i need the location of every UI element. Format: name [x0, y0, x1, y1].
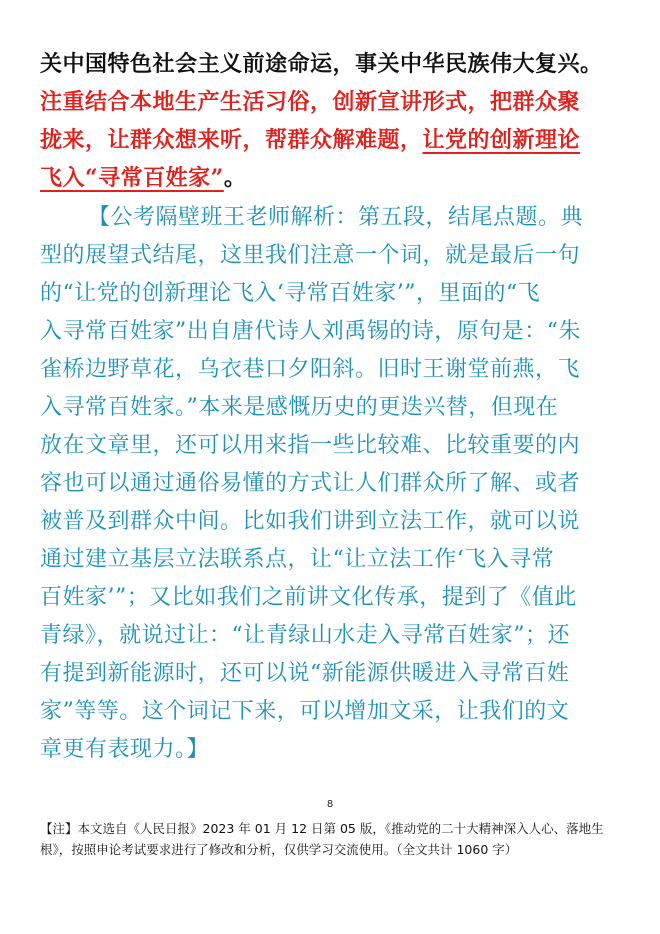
body-line-3-underlined-text: 让党的创新理论 — [422, 127, 581, 153]
body-line-3-red-text: 拢来，让群众想来听，帮群众解难题， — [40, 127, 423, 153]
analysis-line-14: 家”等等。这个词记下来，可以增加文采，让我们的文 — [40, 699, 570, 724]
analysis-line-4: 入寻常百姓家”出自唐代诗人刘禹锡的诗，原句是：“朱 — [40, 319, 581, 344]
analysis-line-15: 章更有表现力。】 — [40, 737, 210, 762]
body-line-4 — [40, 161, 246, 196]
analysis-line-6: 入寻常百姓家。”本来是感慨历史的更迭兴替，但现在 — [40, 395, 559, 420]
body-line-1: 关中国特色社会主义前途命运，事关中华民族伟大复兴。 — [40, 51, 603, 77]
analysis-line-2: 型的展望式结尾，这里我们注意一个词，就是最后一句 — [40, 243, 581, 268]
page-number: 8 — [326, 799, 334, 810]
footer-note: 【注】本文选自《人民日报》2023 年 01 月 12 日第 05 版，《推动党的二十大精神深入人心、落地生根》，按照申论考试要求进行了修改和分析，仅供学习交流使用。（全文共计 1060 字） — [40, 821, 604, 857]
body-line-4-period: 。 — [223, 165, 247, 191]
analysis-line-3: 的“让党的创新理论飞入‘寻常百姓家’”，里面的“飞 — [40, 281, 541, 306]
analysis-line-1: 【公考隔壁班王老师解析：第五段，结尾点题。典 — [88, 205, 584, 230]
body-line-2: 注重结合本地生产生活习俗，创新宣讲形式，把群众聚 — [40, 89, 581, 115]
analysis-line-9: 被普及到群众中间。比如我们讲到立法工作，就可以说 — [40, 509, 581, 534]
analysis-line-5: 雀桥边野草花，乌衣巷口夕阳斜。旧时王谢堂前燕，飞 — [40, 357, 581, 382]
analysis-line-13: 有提到新能源时，还可以说“新能源供暖进入寻常百姓 — [40, 661, 570, 686]
analysis-line-12: 青绿》，就说过让：“让青绿山水走入寻常百姓家”；还 — [40, 623, 570, 648]
body-line-4-underlined-text: 飞入“寻常百姓家” — [40, 165, 224, 191]
analysis-line-8: 容也可以通过通俗易懂的方式让人们群众所了解、或者 — [40, 471, 581, 496]
analysis-line-7: 放在文章里，还可以用来指一些比较难、比较重要的内 — [40, 433, 581, 458]
analysis-line-10: 通过建立基层立法联系点，让“让立法工作‘飞入寻常 — [40, 547, 555, 572]
analysis-line-11: 百姓家’”；又比如我们之前讲文化传承，提到了《值此 — [40, 585, 577, 610]
body-line-3 — [40, 123, 580, 158]
